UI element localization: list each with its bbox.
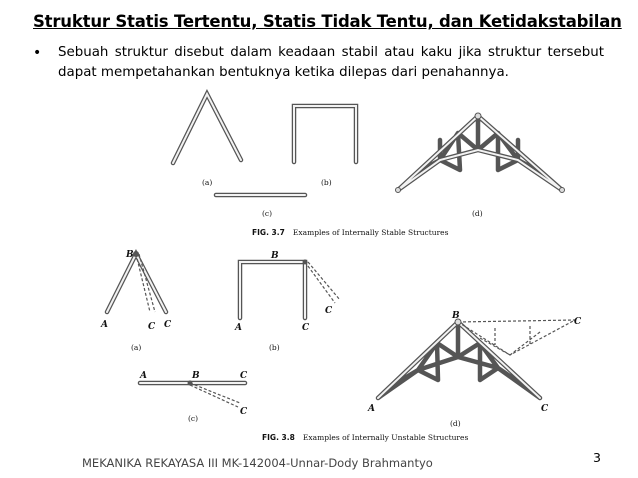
fig38-c-node-c1: C [240,371,248,381]
page-number: 3 [593,450,601,465]
footer-text: MEKANIKA REKAYASA III MK-142004-Unnar-Dody Brahmantyo [82,456,433,470]
fig38-d-truss [378,319,575,398]
fig37-label-d: (d) [472,209,483,218]
fig38-c-node-b: B [192,371,200,381]
bullet-marker: • [33,45,42,61]
fig38-caption-text: Examples of Internally Unstable Structures [302,433,469,442]
fig37-caption-num: FIG. 3.7 [252,228,285,237]
fig37-d-truss [396,113,565,193]
fig38-b-node-a: A [235,323,242,333]
fig37-caption [252,220,449,239]
fig38-b-node-c1: C [302,323,310,333]
fig38-label-c: (c) [188,414,199,423]
fig38-caption [262,425,468,444]
fig37-a-structure [173,94,241,163]
fig38-label-d: (d) [450,419,461,428]
fig38-a-node-a: A [101,320,108,330]
fig38-a-node-c2: C [164,320,172,330]
fig37-label-a: (a) [202,178,213,187]
fig37-label-c: (c) [262,209,273,218]
fig38-a-node-c1: C [148,322,156,332]
fig38-b-node-b: B [271,251,279,261]
fig38-d-node-c2: C [541,404,549,414]
fig38-d-node-c1: C [574,317,582,327]
fig37-caption-text: Examples of Internally Stable Structures [292,228,449,237]
fig38-label-a: (a) [131,343,142,352]
fig37-b-structure [294,106,356,162]
fig38-d-node-b: B [452,311,460,321]
fig38-a-node-b: B [126,250,134,260]
fig38-c-node-c2: C [240,407,248,417]
fig38-caption-num: FIG. 3.8 [262,433,295,442]
fig38-d-node-a: A [368,404,375,414]
fig38-a-structure [107,251,166,312]
fig38-b-node-c2: C [325,306,333,316]
slide-title: Struktur Statis Tertentu, Statis Tidak Tentu, dan Ketidakstabilan [33,12,622,31]
fig38-c-structure [140,381,245,408]
fig38-c-node-a: A [140,371,147,381]
bullet-text: Sebuah struktur disebut dalam keadaan stabil atau kaku jika struktur tersebut dapat mempetahankan bentuknya ketika dilepas dari penahannya. [58,45,604,80]
fig38-label-b: (b) [269,343,280,352]
fig37-label-b: (b) [321,178,332,187]
